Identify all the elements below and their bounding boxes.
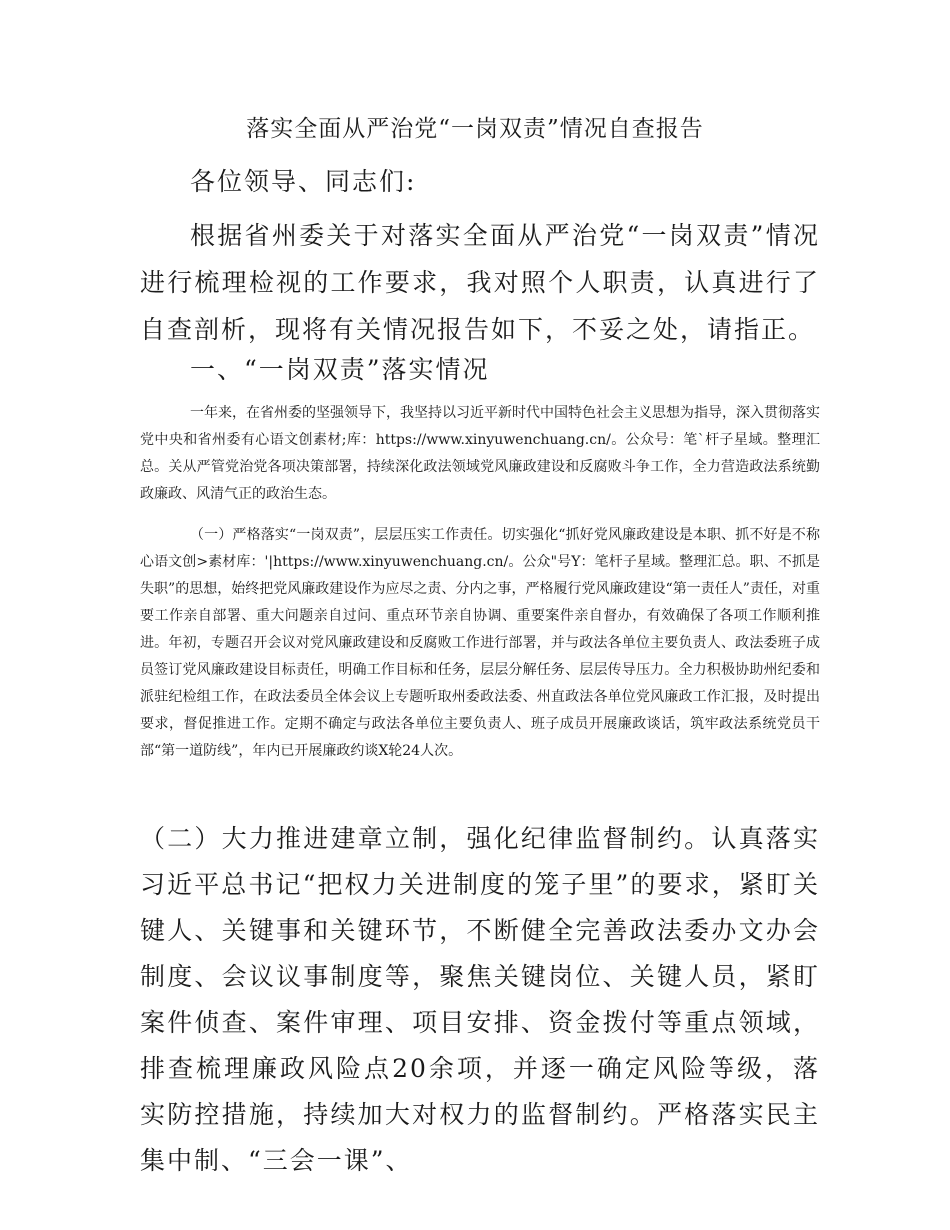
section-heading: 一、“一岗双责”落实情况	[190, 355, 490, 384]
intro-paragraph: 根据省州委关于对落实全面从严治党“一岗双责”情况进行梳理检视的工作要求，我对照个人职责，认真进行了自查剖析，现将有关情况报告如下，不妥之处，请指正。	[140, 221, 820, 344]
body-paragraph-1: 一年来，在省州委的坚强领导下，我坚持以习近平新时代中国特色社会主义思想为指导，深入贯彻落实党中央和省州委有心语文创素材;库：https://www.xinyuwenchuang.cn/。公众号：笔`杆子星域。整理汇总。关从严管党治党各项决策部署，持续深化政法领域党风廉政建设和反腐败斗争工作，全力营造政法系统勤政廉政、风清气正的政治生态。	[140, 405, 820, 502]
greeting: 各位领导、同志们:	[190, 167, 417, 196]
body-paragraph-3: （二）大力推进建章立制，强化纪律监督制约。认真落实习近平总书记“把权力关进制度的笼子里”的要求，紧盯关键人、关键事和关键环节，不断健全完善政法委办文办会制度、会议议事制度等，聚焦关键岗位、关键人员，紧盯案件侦查、案件审理、项目安排、资金拨付等重点领域，排查梳理廉政风险点20余项，并逐一确定风险等级，落实防控措施，持续加大对权力的监督制约。严格落实民主集中制、“三会一课”、	[140, 824, 820, 1175]
document-title: 落实全面从严治党“一岗双责”情况自查报告	[246, 116, 704, 142]
body-paragraph-2: （一）严格落实“一岗双责”，层层压实工作责任。切实强化“抓好党风廉政建设是本职、抓不好是不称心语文创>素材库：'|https://www.xinyuwenchuang.cn/。公众"号Y：笔杆子星域。整理汇总。职、不抓是失职”的思想，始终把党风廉政建设作为应尽之责、分内之事，严格履行党风廉政建设“第一责任人”责任，对重要工作亲自部署、重大问题亲自过问、重点环节亲自协调、重要案件亲自督办，有效确保了各项工作顺利推进。年初，专题召开会议对党风廉政建设和反腐败工作进行部署，并与政法各单位主要负责人、政法委班子成员签订党风廉政建设目标责任，明确工作目标和任务，层层分解任务、层层传导压力。全力积极协助州纪委和派驻纪检组工作，在政法委员全体会议上专题听取州委政法委、州直政法各单位党风廉政工作汇报，及时提出要求，督促推进工作。定期不确定与政法各单位主要负责人、班子成员开展廉政谈话，筑牢政法系统党员干部“第一道防线”，年内已开展廉政约谈X轮24人次。	[140, 527, 820, 759]
